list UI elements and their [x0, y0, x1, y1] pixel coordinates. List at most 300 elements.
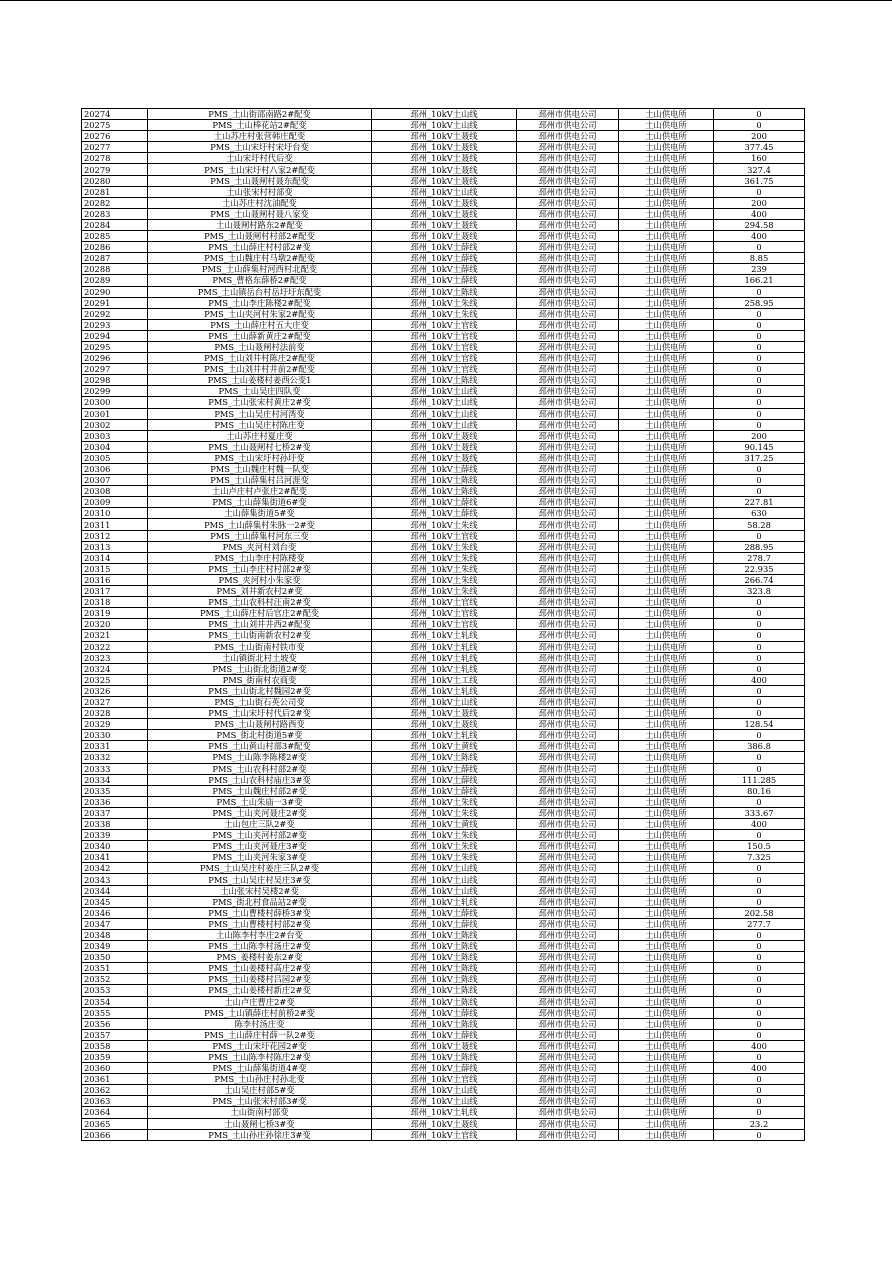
table-row [82, 952, 805, 963]
cell-company: 邳州市供电公司 [517, 286, 619, 297]
cell-name: PMS_土山街邵南路2#配变 [148, 109, 372, 120]
cell-line: 邳州_10kV土山线 [372, 186, 517, 197]
cell-station: 土山供电所 [619, 175, 714, 186]
cell-line: 邳州_10kV土陈线 [372, 929, 517, 940]
cell-cap: 0 [714, 874, 805, 885]
cell-station: 土山供电所 [619, 1118, 714, 1129]
table-row [82, 941, 805, 952]
cell-station: 土山供电所 [619, 974, 714, 985]
cell-name: 土山包庄三队2#变 [148, 819, 372, 830]
cell-line: 邳州_10kV土陈线 [372, 996, 517, 1007]
cell-station: 土山供电所 [619, 1051, 714, 1062]
cell-id: 20349 [82, 941, 148, 952]
cell-cap: 166.21 [714, 275, 805, 286]
cell-line: 邳州_10kV土薛线 [372, 907, 517, 918]
cell-station: 土山供电所 [619, 563, 714, 574]
cell-name: 土山聂闸村路东2#配变 [148, 219, 372, 230]
cell-name: PMS_土山姜楼村新庄2#变 [148, 985, 372, 996]
cell-company: 邳州市供电公司 [517, 430, 619, 441]
table-row [82, 763, 805, 774]
table-row [82, 120, 805, 131]
cell-line: 邳州_10kV土薛线 [372, 275, 517, 286]
cell-id: 20289 [82, 275, 148, 286]
cell-line: 邳州_10kV土薛线 [372, 464, 517, 475]
cell-name: 土山宋圩村代后变 [148, 153, 372, 164]
cell-line: 邳州_10kV土山线 [372, 419, 517, 430]
cell-id: 20355 [82, 1007, 148, 1018]
table-row [82, 696, 805, 707]
table-row [82, 153, 805, 164]
cell-company: 邳州市供电公司 [517, 996, 619, 1007]
cell-name: PMS_土山吴庄村吴庄3#变 [148, 874, 372, 885]
cell-cap: 0 [714, 652, 805, 663]
cell-cap: 400 [714, 674, 805, 685]
table-row [82, 774, 805, 785]
cell-id: 20318 [82, 597, 148, 608]
table-row [82, 175, 805, 186]
cell-station: 土山供电所 [619, 308, 714, 319]
cell-line: 邳州_10kV土朱线 [372, 552, 517, 563]
cell-cap: 227.81 [714, 497, 805, 508]
cell-station: 土山供电所 [619, 1029, 714, 1040]
cell-cap: 0 [714, 242, 805, 253]
cell-cap: 0 [714, 608, 805, 619]
cell-line: 邳州_10kV土陈线 [372, 952, 517, 963]
cell-line: 邳州_10kV土山线 [372, 1096, 517, 1107]
cell-company: 邳州市供电公司 [517, 464, 619, 475]
cell-cap: 0 [714, 696, 805, 707]
cell-company: 邳州市供电公司 [517, 197, 619, 208]
cell-company: 邳州市供电公司 [517, 408, 619, 419]
table-row [82, 796, 805, 807]
cell-line: 邳州_10kV土朱线 [372, 297, 517, 308]
table-row [82, 641, 805, 652]
cell-company: 邳州市供电公司 [517, 597, 619, 608]
table-row [82, 475, 805, 486]
cell-id: 20305 [82, 452, 148, 463]
table-row [82, 574, 805, 585]
cell-cap: 0 [714, 397, 805, 408]
cell-id: 20339 [82, 830, 148, 841]
cell-company: 邳州市供电公司 [517, 741, 619, 752]
cell-cap: 0 [714, 885, 805, 896]
cell-line: 邳州_10kV土官线 [372, 319, 517, 330]
cell-line: 邳州_10kV土薛线 [372, 763, 517, 774]
cell-name: PMS_土山镇岳台村岳圩圩东配变 [148, 286, 372, 297]
cell-cap: 0 [714, 109, 805, 120]
cell-station: 土山供电所 [619, 541, 714, 552]
cell-cap: 278.7 [714, 552, 805, 563]
cell-cap: 23.2 [714, 1118, 805, 1129]
cell-station: 土山供电所 [619, 153, 714, 164]
table-row [82, 341, 805, 352]
cell-line: 邳州_10kV土轧线 [372, 1107, 517, 1118]
cell-company: 邳州市供电公司 [517, 874, 619, 885]
cell-id: 20282 [82, 197, 148, 208]
table-row [82, 674, 805, 685]
cell-line: 邳州_10kV土薛线 [372, 774, 517, 785]
cell-company: 邳州市供电公司 [517, 208, 619, 219]
cell-name: PMS_土山宋圩花园2#变 [148, 1040, 372, 1051]
cell-station: 土山供电所 [619, 796, 714, 807]
cell-company: 邳州市供电公司 [517, 752, 619, 763]
cell-name: PMS_土山薛集街道4#变 [148, 1063, 372, 1074]
cell-station: 土山供电所 [619, 530, 714, 541]
table-row [82, 874, 805, 885]
cell-company: 邳州市供电公司 [517, 242, 619, 253]
cell-company: 邳州市供电公司 [517, 652, 619, 663]
cell-name: 土山薛集街道5#变 [148, 508, 372, 519]
table-row [82, 819, 805, 830]
cell-company: 邳州市供电公司 [517, 519, 619, 530]
cell-station: 土山供电所 [619, 186, 714, 197]
cell-line: 邳州_10kV土聂线 [372, 197, 517, 208]
cell-station: 土山供电所 [619, 341, 714, 352]
cell-name: PMS_土山魏庄村部2#变 [148, 785, 372, 796]
cell-station: 土山供电所 [619, 386, 714, 397]
cell-station: 土山供电所 [619, 819, 714, 830]
table-row [82, 109, 805, 120]
cell-id: 20302 [82, 419, 148, 430]
cell-company: 邳州市供电公司 [517, 1107, 619, 1118]
cell-cap: 0 [714, 1051, 805, 1062]
cell-cap: 361.75 [714, 175, 805, 186]
cell-line: 邳州_10kV土官线 [372, 341, 517, 352]
cell-name: PMS_土山农科村部2#变 [148, 763, 372, 774]
cell-name: PMS_土山陈李陈楼2#变 [148, 752, 372, 763]
cell-name: 土山张宋村村部变 [148, 186, 372, 197]
cell-company: 邳州市供电公司 [517, 131, 619, 142]
table-row [82, 330, 805, 341]
cell-company: 邳州市供电公司 [517, 353, 619, 364]
cell-line: 邳州_10kV土陈线 [372, 974, 517, 985]
cell-cap: 377.45 [714, 142, 805, 153]
cell-id: 20333 [82, 763, 148, 774]
table-row [82, 619, 805, 630]
cell-id: 20362 [82, 1085, 148, 1096]
cell-line: 邳州_10kV土薛线 [372, 1063, 517, 1074]
cell-id: 20341 [82, 852, 148, 863]
cell-cap: 0 [714, 341, 805, 352]
cell-company: 邳州市供电公司 [517, 619, 619, 630]
table-row [82, 552, 805, 563]
cell-line: 邳州_10kV土聂线 [372, 175, 517, 186]
table-row [82, 752, 805, 763]
cell-cap: 0 [714, 486, 805, 497]
cell-line: 邳州_10kV土官线 [372, 608, 517, 619]
cell-cap: 0 [714, 475, 805, 486]
cell-id: 20327 [82, 696, 148, 707]
cell-company: 邳州市供电公司 [517, 730, 619, 741]
cell-line: 邳州_10kV土官线 [372, 353, 517, 364]
cell-line: 邳州_10kV土薛线 [372, 497, 517, 508]
cell-cap: 0 [714, 663, 805, 674]
cell-line: 邳州_10kV土官线 [372, 597, 517, 608]
cell-line: 邳州_10kV土官线 [372, 364, 517, 375]
cell-cap: 0 [714, 996, 805, 1007]
cell-id: 20335 [82, 785, 148, 796]
cell-id: 20275 [82, 120, 148, 131]
cell-id: 20336 [82, 796, 148, 807]
cell-line: 邳州_10kV土聂线 [372, 430, 517, 441]
cell-company: 邳州市供电公司 [517, 319, 619, 330]
cell-station: 土山供电所 [619, 952, 714, 963]
cell-cap: 0 [714, 530, 805, 541]
cell-name: PMS_土山孙庄孙徐庄3#变 [148, 1129, 372, 1140]
cell-cap: 0 [714, 1107, 805, 1118]
cell-cap: 400 [714, 1063, 805, 1074]
table-row [82, 841, 805, 852]
cell-company: 邳州市供电公司 [517, 109, 619, 120]
table-row [82, 508, 805, 519]
cell-id: 20295 [82, 341, 148, 352]
cell-name: 土山吴庄村部5#变 [148, 1085, 372, 1096]
cell-id: 20291 [82, 297, 148, 308]
table-row [82, 1085, 805, 1096]
cell-station: 土山供电所 [619, 464, 714, 475]
cell-name: PMS_街北村街道5#变 [148, 730, 372, 741]
cell-cap: 0 [714, 120, 805, 131]
cell-id: 20286 [82, 242, 148, 253]
table-row [82, 1051, 805, 1062]
cell-cap: 0 [714, 286, 805, 297]
cell-company: 邳州市供电公司 [517, 674, 619, 685]
table-row [82, 652, 805, 663]
cell-station: 土山供电所 [619, 929, 714, 940]
cell-company: 邳州市供电公司 [517, 974, 619, 985]
table-row [82, 996, 805, 1007]
cell-cap: 0 [714, 1085, 805, 1096]
cell-name: PMS_土山吴庄四队变 [148, 386, 372, 397]
cell-cap: 0 [714, 941, 805, 952]
cell-line: 邳州_10kV土黄线 [372, 741, 517, 752]
cell-name: PMS_土山魏庄村马墩2#配变 [148, 253, 372, 264]
cell-line: 邳州_10kV土聂线 [372, 208, 517, 219]
cell-name: PMS_土山农科村汪南2#变 [148, 597, 372, 608]
cell-station: 土山供电所 [619, 719, 714, 730]
cell-id: 20276 [82, 131, 148, 142]
cell-id: 20348 [82, 929, 148, 940]
cell-name: PMS_土山街南村铁市变 [148, 641, 372, 652]
cell-cap: 400 [714, 231, 805, 242]
cell-id: 20350 [82, 952, 148, 963]
cell-station: 土山供电所 [619, 231, 714, 242]
cell-station: 土山供电所 [619, 1096, 714, 1107]
cell-id: 20304 [82, 441, 148, 452]
transformer-table [81, 108, 805, 1141]
cell-cap: 0 [714, 319, 805, 330]
cell-station: 土山供电所 [619, 275, 714, 286]
cell-company: 邳州市供电公司 [517, 441, 619, 452]
cell-line: 邳州_10kV土轧线 [372, 730, 517, 741]
cell-company: 邳州市供电公司 [517, 574, 619, 585]
table-row [82, 741, 805, 752]
cell-station: 土山供电所 [619, 763, 714, 774]
cell-station: 土山供电所 [619, 319, 714, 330]
table-row [82, 386, 805, 397]
cell-cap: 202.58 [714, 907, 805, 918]
cell-line: 邳州_10kV土聂线 [372, 142, 517, 153]
cell-id: 20310 [82, 508, 148, 519]
cell-cap: 400 [714, 819, 805, 830]
cell-company: 邳州市供电公司 [517, 497, 619, 508]
cell-station: 土山供电所 [619, 918, 714, 929]
table-row [82, 308, 805, 319]
cell-cap: 128.54 [714, 719, 805, 730]
cell-name: PMS_土山夹河村部2#变 [148, 830, 372, 841]
cell-station: 土山供电所 [619, 630, 714, 641]
cell-id: 20324 [82, 663, 148, 674]
cell-id: 20279 [82, 164, 148, 175]
page-top-border [0, 0, 892, 1]
table-row [82, 807, 805, 818]
cell-line: 邳州_10kV土朱线 [372, 830, 517, 841]
cell-company: 邳州市供电公司 [517, 819, 619, 830]
cell-id: 20294 [82, 330, 148, 341]
cell-company: 邳州市供电公司 [517, 863, 619, 874]
cell-company: 邳州市供电公司 [517, 1063, 619, 1074]
cell-company: 邳州市供电公司 [517, 918, 619, 929]
cell-cap: 150.5 [714, 841, 805, 852]
cell-company: 邳州市供电公司 [517, 1096, 619, 1107]
cell-name: PMS_土山李庄村陈楼变 [148, 552, 372, 563]
cell-cap: 0 [714, 330, 805, 341]
cell-station: 土山供电所 [619, 219, 714, 230]
cell-name: PMS_土山宋圩村孙圩变 [148, 452, 372, 463]
cell-station: 土山供电所 [619, 752, 714, 763]
table-row [82, 142, 805, 153]
cell-id: 20347 [82, 918, 148, 929]
cell-name: PMS_土山孙庄村孙北变 [148, 1074, 372, 1085]
table-row [82, 1018, 805, 1029]
cell-station: 土山供电所 [619, 497, 714, 508]
cell-station: 土山供电所 [619, 142, 714, 153]
cell-company: 邳州市供电公司 [517, 796, 619, 807]
cell-name: 土山聂闸七桥3#变 [148, 1118, 372, 1129]
table-row [82, 397, 805, 408]
cell-name: PMS_土山宋圩村代后2#变 [148, 708, 372, 719]
cell-station: 土山供电所 [619, 1129, 714, 1140]
cell-line: 邳州_10kV土山线 [372, 408, 517, 419]
cell-cap: 0 [714, 708, 805, 719]
cell-line: 邳州_10kV土朱线 [372, 308, 517, 319]
cell-cap: 0 [714, 730, 805, 741]
cell-company: 邳州市供电公司 [517, 641, 619, 652]
cell-id: 20312 [82, 530, 148, 541]
cell-id: 20338 [82, 819, 148, 830]
cell-company: 邳州市供电公司 [517, 508, 619, 519]
cell-company: 邳州市供电公司 [517, 530, 619, 541]
table-row [82, 563, 805, 574]
table-row [82, 608, 805, 619]
cell-cap: 0 [714, 963, 805, 974]
cell-cap: 0 [714, 1129, 805, 1140]
cell-station: 土山供电所 [619, 597, 714, 608]
cell-id: 20356 [82, 1018, 148, 1029]
cell-line: 邳州_10kV土朱线 [372, 807, 517, 818]
cell-id: 20298 [82, 375, 148, 386]
cell-id: 20288 [82, 264, 148, 275]
cell-name: PMS_土山姜楼村吕园2#变 [148, 974, 372, 985]
cell-company: 邳州市供电公司 [517, 486, 619, 497]
cell-name: PMS_土山聂闸村七桥2#变 [148, 441, 372, 452]
cell-line: 邳州_10kV土薛线 [372, 508, 517, 519]
cell-station: 土山供电所 [619, 1107, 714, 1118]
cell-line: 邳州_10kV土山线 [372, 863, 517, 874]
cell-station: 土山供电所 [619, 985, 714, 996]
cell-company: 邳州市供电公司 [517, 885, 619, 896]
cell-line: 邳州_10kV土薛线 [372, 1007, 517, 1018]
cell-id: 20328 [82, 708, 148, 719]
cell-id: 20353 [82, 985, 148, 996]
cell-station: 土山供电所 [619, 208, 714, 219]
cell-company: 邳州市供电公司 [517, 475, 619, 486]
cell-line: 邳州_10kV土轧线 [372, 896, 517, 907]
cell-company: 邳州市供电公司 [517, 1074, 619, 1085]
cell-name: PMS_姜楼村姜东2#变 [148, 952, 372, 963]
cell-company: 邳州市供电公司 [517, 807, 619, 818]
table-row [82, 419, 805, 430]
cell-name: 土山苏庄村夏庄变 [148, 430, 372, 441]
cell-station: 土山供电所 [619, 430, 714, 441]
table-row [82, 197, 805, 208]
cell-line: 邳州_10kV土薛线 [372, 1029, 517, 1040]
cell-line: 邳州_10kV土轧线 [372, 663, 517, 674]
table-row [82, 1029, 805, 1040]
cell-company: 邳州市供电公司 [517, 1085, 619, 1096]
cell-cap: 0 [714, 763, 805, 774]
table-row [82, 408, 805, 419]
cell-cap: 0 [714, 1074, 805, 1085]
cell-cap: 200 [714, 197, 805, 208]
cell-name: PMS_夹河村刘台变 [148, 541, 372, 552]
cell-station: 土山供电所 [619, 197, 714, 208]
cell-name: PMS_土山黄山村部3#配变 [148, 741, 372, 752]
cell-name: PMS_土山魏庄村魏一队变 [148, 464, 372, 475]
cell-company: 邳州市供电公司 [517, 663, 619, 674]
cell-cap: 0 [714, 408, 805, 419]
cell-name: PMS_土山陈李村汤庄2#变 [148, 941, 372, 952]
table-row [82, 441, 805, 452]
cell-line: 邳州_10kV土朱线 [372, 519, 517, 530]
cell-station: 土山供电所 [619, 852, 714, 863]
cell-line: 邳州_10kV土轧线 [372, 685, 517, 696]
cell-line: 邳州_10kV土陈线 [372, 486, 517, 497]
table-row [82, 1007, 805, 1018]
cell-station: 土山供电所 [619, 641, 714, 652]
table-body [82, 109, 805, 1141]
cell-name: PMS_土山刘井井西2#配变 [148, 619, 372, 630]
cell-name: PMS_土山薛集村河东三变 [148, 530, 372, 541]
cell-station: 土山供电所 [619, 652, 714, 663]
cell-cap: 0 [714, 796, 805, 807]
cell-company: 邳州市供电公司 [517, 164, 619, 175]
cell-name: PMS_土山聂闸村村部2#配变 [148, 231, 372, 242]
cell-id: 20306 [82, 464, 148, 475]
table-row [82, 519, 805, 530]
cell-id: 20274 [82, 109, 148, 120]
cell-name: PMS_曹格东薛桥2#配变 [148, 275, 372, 286]
cell-name: 陈李村汤庄变 [148, 1018, 372, 1029]
cell-company: 邳州市供电公司 [517, 1118, 619, 1129]
cell-station: 土山供电所 [619, 264, 714, 275]
table-row [82, 208, 805, 219]
table-row [82, 907, 805, 918]
cell-cap: 160 [714, 153, 805, 164]
table-row [82, 896, 805, 907]
cell-id: 20311 [82, 519, 148, 530]
table-row [82, 719, 805, 730]
